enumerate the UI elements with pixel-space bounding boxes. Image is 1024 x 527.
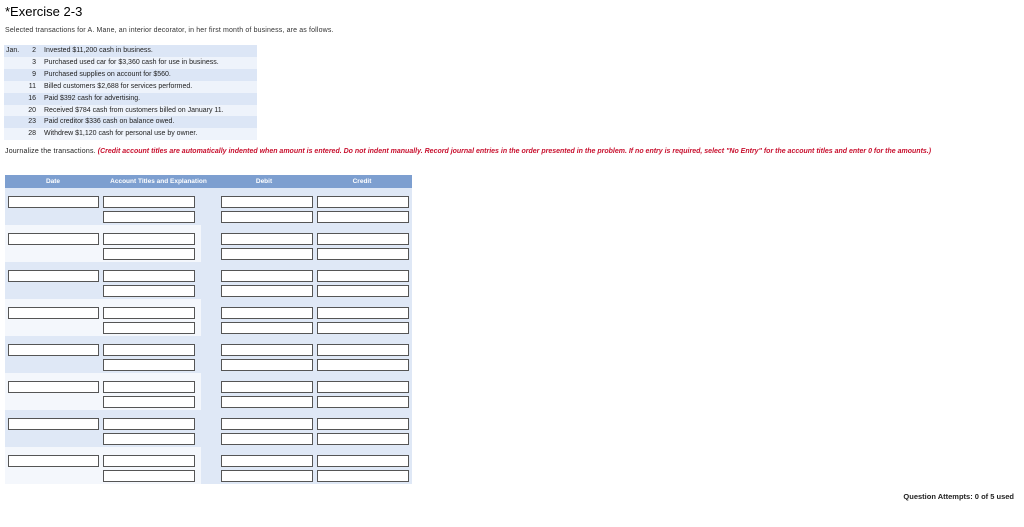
date-input[interactable] [8, 196, 99, 208]
transaction-month [4, 93, 22, 105]
debit-amount-input[interactable] [221, 433, 313, 445]
date-input[interactable] [8, 418, 99, 430]
credit-account-input[interactable] [103, 470, 195, 482]
transaction-day: 16 [22, 93, 42, 105]
debit-amount-input[interactable] [221, 455, 313, 467]
credit-amount-input[interactable] [317, 418, 409, 430]
transaction-description: Invested $11,200 cash in business. [42, 45, 257, 57]
credit-amount-input[interactable] [317, 211, 409, 223]
transaction-row [4, 69, 257, 81]
credit-amount-input[interactable] [317, 470, 409, 482]
instructions-text: Journalize the transactions. [5, 148, 96, 155]
date-input[interactable] [8, 307, 99, 319]
transaction-description: Paid $392 cash for advertising. [42, 93, 257, 105]
transaction-day: 23 [22, 116, 42, 128]
date-input[interactable] [8, 381, 99, 393]
debit-amount-input[interactable] [221, 233, 313, 245]
debit-amount-input[interactable] [221, 396, 313, 408]
credit-amount-input[interactable] [317, 359, 409, 371]
transaction-month [4, 128, 22, 140]
date-input[interactable] [8, 233, 99, 245]
credit-amount-input[interactable] [317, 233, 409, 245]
transaction-month [4, 57, 22, 69]
credit-amount-input[interactable] [317, 322, 409, 334]
debit-amount-input[interactable] [221, 359, 313, 371]
transactions-list [4, 45, 257, 140]
debit-account-input[interactable] [103, 196, 195, 208]
credit-amount-input[interactable] [317, 307, 409, 319]
transaction-row [4, 105, 257, 117]
credit-amount-input[interactable] [317, 433, 409, 445]
debit-amount-input[interactable] [221, 381, 313, 393]
question-attempts: Question Attempts: 0 of 5 used [903, 492, 1014, 501]
journal-entry-row [5, 188, 412, 225]
debit-account-input[interactable] [103, 307, 195, 319]
date-column-header: Date [45, 178, 61, 185]
journal-entry-row [5, 299, 412, 336]
credit-amount-input[interactable] [317, 396, 409, 408]
date-input[interactable] [8, 270, 99, 282]
debit-amount-input[interactable] [221, 344, 313, 356]
credit-account-input[interactable] [103, 359, 195, 371]
credit-amount-input[interactable] [317, 285, 409, 297]
journal-entry-row [5, 336, 412, 373]
journal-entry-row [5, 447, 412, 484]
journal-entries [5, 188, 412, 484]
debit-account-input[interactable] [103, 418, 195, 430]
debit-amount-input[interactable] [221, 418, 313, 430]
debit-account-input[interactable] [103, 381, 195, 393]
debit-amount-input[interactable] [221, 211, 313, 223]
journal-entry-table [5, 175, 412, 484]
transaction-row [4, 45, 257, 57]
journal-header [5, 175, 412, 188]
transaction-description: Purchased used car for $3,360 cash for use in business. [42, 57, 257, 69]
transaction-row [4, 128, 257, 140]
date-input[interactable] [8, 455, 99, 467]
debit-amount-input[interactable] [221, 285, 313, 297]
transaction-row [4, 81, 257, 93]
account-column-header: Account Titles and Explanation [110, 178, 207, 185]
debit-amount-input[interactable] [221, 322, 313, 334]
transaction-row [4, 93, 257, 105]
debit-account-input[interactable] [103, 455, 195, 467]
transaction-day: 11 [22, 81, 42, 93]
journal-entry-row [5, 225, 412, 262]
transaction-description: Received $784 cash from customers billed on January 11. [42, 105, 257, 117]
credit-amount-input[interactable] [317, 344, 409, 356]
transaction-day: 9 [22, 69, 42, 81]
transaction-row [4, 116, 257, 128]
transaction-day: 20 [22, 105, 42, 117]
credit-amount-input[interactable] [317, 248, 409, 260]
transaction-row [4, 57, 257, 69]
credit-account-input[interactable] [103, 211, 195, 223]
transaction-description: Paid creditor $336 cash on balance owed. [42, 116, 257, 128]
transaction-month [4, 116, 22, 128]
transaction-month [4, 69, 22, 81]
credit-account-input[interactable] [103, 285, 195, 297]
transaction-day: 2 [22, 45, 42, 57]
debit-amount-input[interactable] [221, 270, 313, 282]
credit-column-header: Credit [352, 178, 372, 185]
debit-amount-input[interactable] [221, 307, 313, 319]
credit-amount-input[interactable] [317, 196, 409, 208]
transaction-day: 3 [22, 57, 42, 69]
credit-account-input[interactable] [103, 433, 195, 445]
journal-entry-row [5, 373, 412, 410]
credit-account-input[interactable] [103, 322, 195, 334]
instructions-note: (Credit account titles are automatically indented when amount is entered. Do not indent manually. Record journal entries in the order presented in the problem. If no entry is required, select "No Entry" for the account titles and enter 0 for the amounts.) [97, 148, 932, 155]
transaction-description: Purchased supplies on account for $560. [42, 69, 257, 81]
journal-entry-row [5, 410, 412, 447]
credit-account-input[interactable] [103, 248, 195, 260]
transaction-description: Withdrew $1,120 cash for personal use by owner. [42, 128, 257, 140]
transaction-day: 28 [22, 128, 42, 140]
credit-amount-input[interactable] [317, 455, 409, 467]
instructions [5, 147, 1017, 157]
debit-amount-input[interactable] [221, 196, 313, 208]
credit-amount-input[interactable] [317, 270, 409, 282]
debit-amount-input[interactable] [221, 470, 313, 482]
journal-entry-row [5, 262, 412, 299]
credit-account-input[interactable] [103, 396, 195, 408]
debit-amount-input[interactable] [221, 248, 313, 260]
debit-account-input[interactable] [103, 233, 195, 245]
transaction-month [4, 105, 22, 117]
intro-text: Selected transactions for A. Mane, an interior decorator, in her first month of business, are as follows. [5, 27, 334, 34]
debit-account-input[interactable] [103, 270, 195, 282]
date-input[interactable] [8, 344, 99, 356]
transaction-month [4, 81, 22, 93]
transaction-description: Billed customers $2,688 for services performed. [42, 81, 257, 93]
credit-amount-input[interactable] [317, 381, 409, 393]
exercise-title: *Exercise 2-3 [5, 4, 83, 19]
transaction-month: Jan. [4, 45, 22, 57]
debit-column-header: Debit [255, 178, 273, 185]
debit-account-input[interactable] [103, 344, 195, 356]
